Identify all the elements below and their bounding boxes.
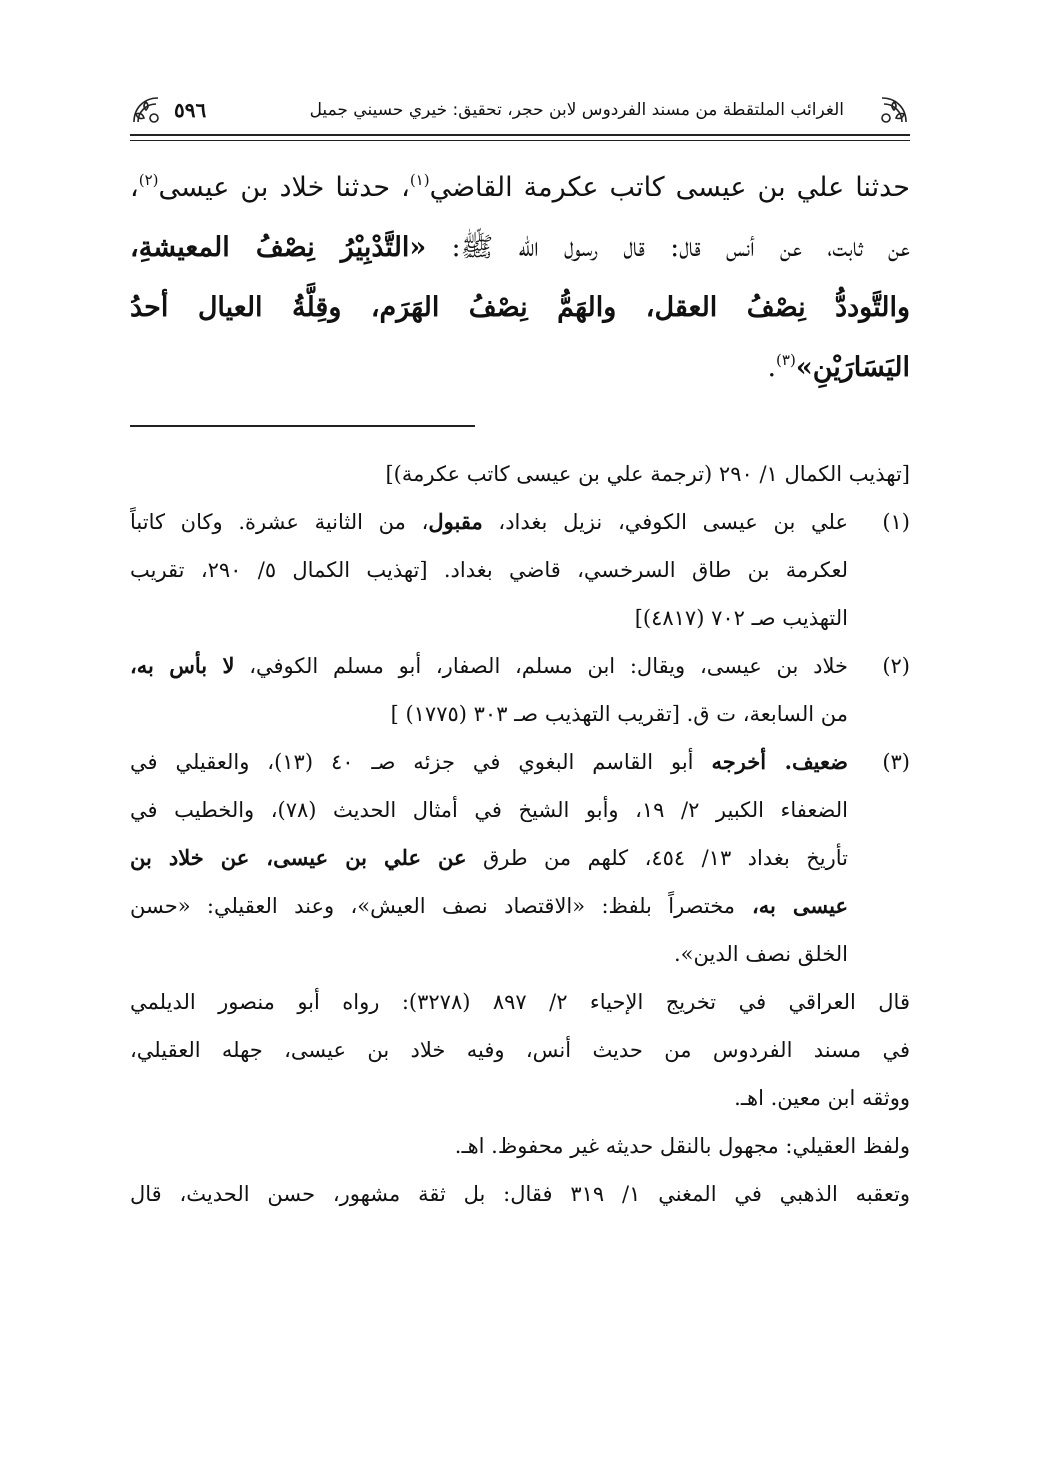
floral-ornament-icon [876,94,910,128]
footnote-number: (٣) [882,750,910,774]
footnote-text: تأريخ بغداد ١٣/ ٤٥٤، كلهم من طرق [466,846,848,870]
main-line [130,218,910,278]
grading-term: لا بأس به، [130,653,235,678]
footnote-1 [130,498,910,642]
punctuation: . [767,352,777,383]
footnote-ref[interactable]: (١) [409,171,430,189]
main-line [130,338,910,398]
footnote-3 [130,738,910,978]
footnote-number: (٢) [882,654,910,678]
header-rule [130,134,910,136]
main-line [130,278,910,338]
footnote-text: الخلق نصف الدين». [673,942,848,966]
commentary-text: في مسند الفردوس من حديث أنس، وفيه خلاد بن عيسى، جهله العقيلي، [130,1038,910,1062]
footnote-text: علي بن عيسى الكوفي، نزيل بغداد، [482,510,848,534]
footnote-text: ، من الثانية عشرة. وكان كاتباً [130,510,429,534]
footnote-text: مختصراً بلفظ: «الاقتصاد نصف العيش»، وعند العقيلي: «حسن [130,894,736,918]
footnote-ref[interactable]: (٢) [138,171,159,189]
grading-term: مقبول [428,509,483,534]
commentary-text: وتعقبه الذهبي في المغني ١/ ٣١٩ فقال: بل ثقة مشهور، حسن الحديث، قال [130,1182,910,1206]
header-rule-thin [130,140,910,141]
hadith-matn: «التَّدْبِيْرُ نِصْفُ المعيشةِ، [130,232,427,263]
punctuation: ، [130,172,139,203]
footnote-text: الضعفاء الكبير ٢/ ١٩، وأبو الشيخ في أمثال الحديث (٧٨)، والخطيب في [130,798,848,822]
footnote-text: من السابعة، ت ق. [تقريب التهذيب صـ ٣٠٣ (١٧٧٥) ] [390,702,848,726]
running-title: الغرائب الملتقطة من مسند الفردوس لابن حجر، تحقيق: خيري حسيني جميل [309,100,844,120]
footnote-text: لعكرمة بن طاق السرخسي، قاضي بغداد. [تهذيب الكمال ٥/ ٢٩٠، تقريب [130,558,848,582]
page-header [130,92,910,136]
footnote-number: (١) [882,510,910,534]
isnad-text: حدثنا علي بن عيسى كاتب عكرمة القاضي [429,172,910,203]
commentary-text: ولفظ العقيلي: مجهول بالنقل حديثه غير محفوظ. اهـ. [454,1134,910,1158]
footnote-text: خلاد بن عيسى، ويقال: ابن مسلم، الصفار، أبو مسلم الكوفي، [234,654,848,678]
floral-ornament-icon [130,94,164,128]
isnad-emphasis: عن علي بن عيسى، عن خلاد بن [130,845,467,870]
grading-term: ضعيف. أخرجه [711,749,848,774]
source-reference: [تهذيب الكمال ١/ ٢٩٠ (ترجمة علي بن عيسى كاتب عكرمة)] [385,462,910,486]
hadith-matn: اليَسَارَيْنِ» [795,352,910,383]
footnote-ref[interactable]: (٣) [776,351,796,369]
commentary-text: قال العراقي في تخريج الإحياء ٢/ ٨٩٧ (٣٢٧٨): رواه أبو منصور الديلمي [130,990,910,1014]
footnote-2 [130,642,910,738]
isnad-text: عن ثابت، عن أنس قال: قال رسول الله ﷺ: [426,232,910,263]
footnotes [130,450,910,1218]
commentary-text: ووثقه ابن معين. اهـ. [734,1086,910,1110]
isnad-text: ، حدثنا خلاد بن عيسى [158,172,410,203]
main-text [130,158,910,398]
commentary-paragraph [130,1122,910,1170]
commentary-paragraph [130,1170,910,1218]
footnote-text: التهذيب صـ ٧٠٢ (٤٨١٧)] [634,606,848,630]
hadith-matn: والتَّوددُّ نِصْفُ العقل، والهَمُّ نِصْفُ الهَرَم، وقِلَّةُ العيال أحدُ [130,292,910,323]
commentary-paragraph [130,978,910,1122]
main-line [130,158,910,218]
footnote-separator [130,425,475,427]
page-number: ٥٩٦ [174,98,207,122]
isnad-emphasis: عيسى به، [735,893,848,918]
footnote-text: أبو القاسم البغوي في جزئه صـ ٤٠ (١٣)، والعقيلي في [130,750,712,774]
